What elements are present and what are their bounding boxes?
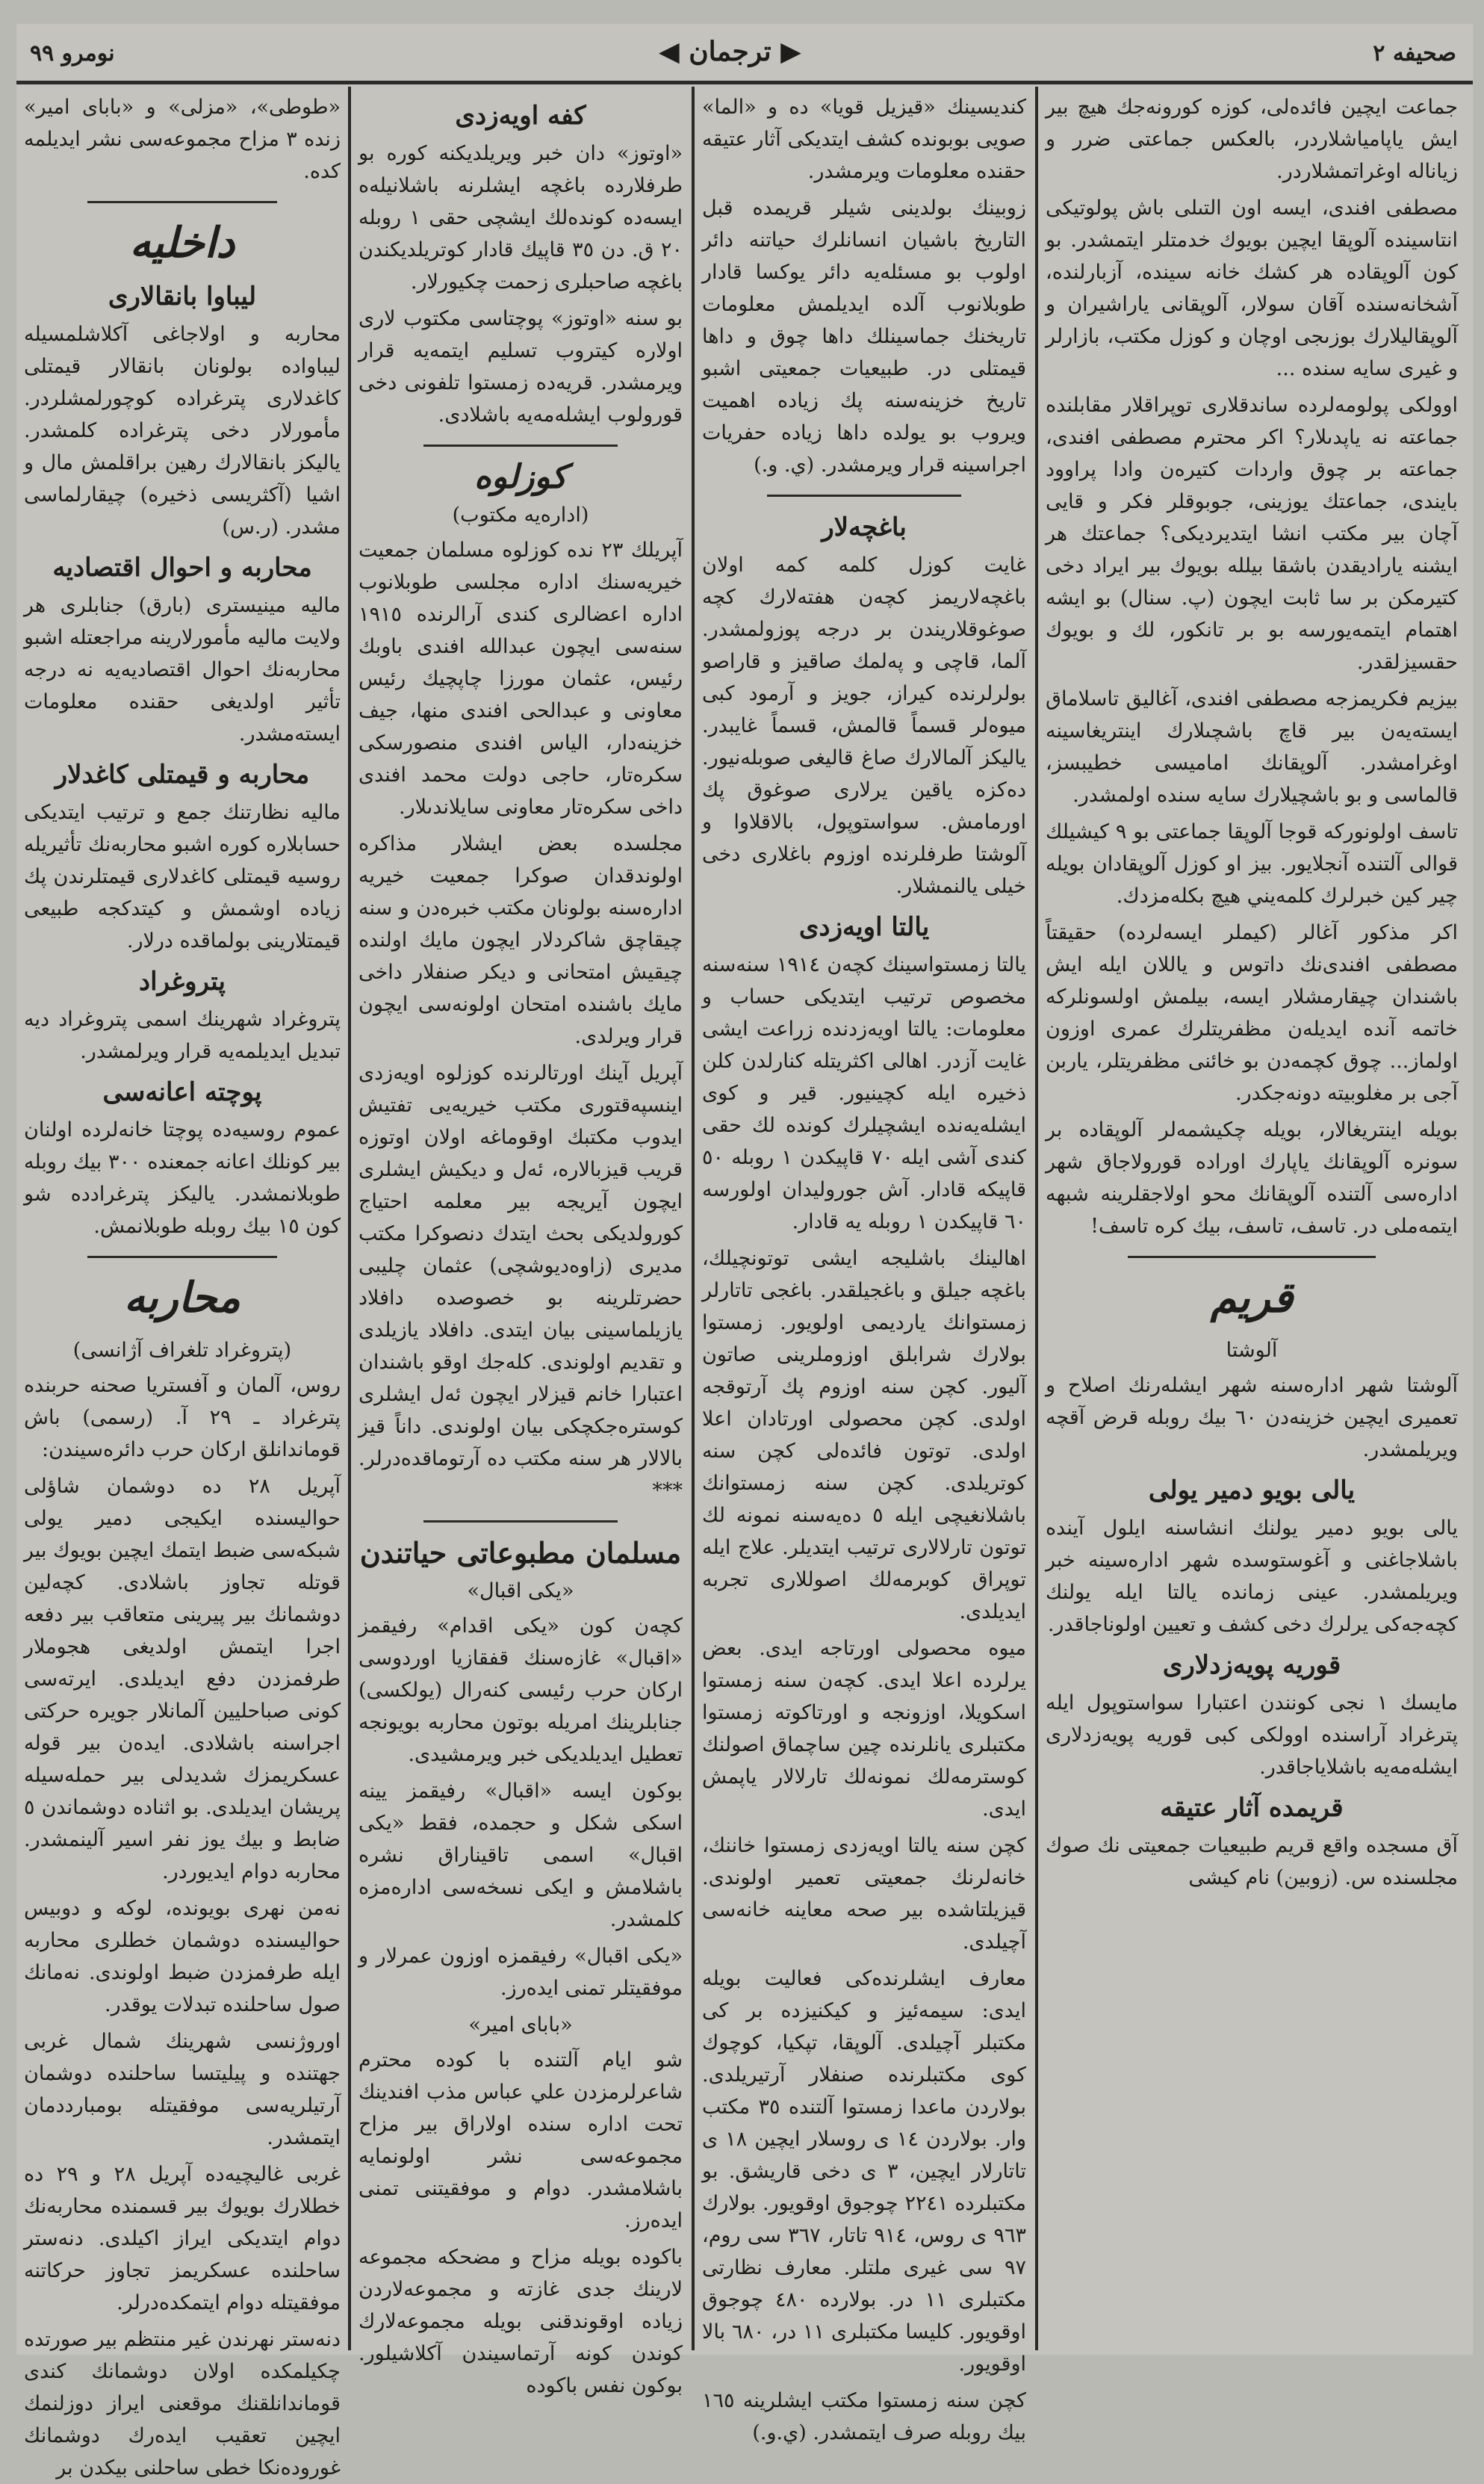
paragraph: يالتا زمستواسينك كچەن ١٩١٤ سنەسنه مخصوص ترتيب ايتديكى حساب و معلومات: يالتا اويەزدنده زراعت ايشى غايت آزدر. اهالى اكثريتله كنارلدن كلن ذخيره ايله كچينيور. قير و كوى ايشلەيەندە ايشچيلرك كونده لك حقى كندى آشى ايله ٧٠ قاپيكدن ١ روبله ٥٠ قاپيكه قادار. آش جوروليدان اولورسه ٦٠ قاپيكدن ١ روبله يه قادار. [702, 953, 1027, 1233]
paragraph: «يكى اقبال» رفيقمزه اوزون عمرلار و موفقيتلر تمنى ايدەرز. [358, 1945, 683, 2000]
paragraph: كچەن كون «يكى اقدام» رفيقمز «اقبال» غازەسنك قفقازيا اوردوسى اركان حرب رئيسى كنەرال (يولكسى) جنابلرينك امريله بوتون محاربه بويونجه تعطيل ايديلديكى خبر ويرمشيدى. [358, 1614, 683, 1766]
paragraph: «اوتوز» دان خبر ويريلديكنه كوره بو طرفلارده باغچه ايشلرنه باشلانيله‌ه ايسەده كوندەلك ايشچى حقى ١ روبله ٢٠ ق. دن ٣٥ قاپيك قادار كوتريلديكندن باغچه صاحبلرى زحمت چكيورلار. [358, 142, 683, 294]
left-arrow-icon: ◀ [659, 36, 680, 67]
subheading: محاربه و احوال اقتصاديه [52, 553, 312, 583]
paragraph: غايت كوزل كلمه كمه اولان باغچەلاريمز كچەن هفتەلارك كچه صوغوقلاريندن بر درجه پوزولمشدر. آلما، قاچى و پەلمك صاقيز و قاراصو بولرلرنده كيراز، جويز و آرمود كبى ميوەلر قسماً قالمش، قسماً غايبدر. ياليكز آلمالارك صاغ قاليغى صوبلەنيور. دەكزه ياقين يرلارى صوغوق پك اورمامش. سواستوپول، بالاقلاوا و آلوشتا طرفلرنده اوزوم باغلارى دخى خيلى يالنمشلار. [702, 554, 1026, 898]
section-divider [423, 1520, 618, 1523]
paragraph: اكر مذكور آغالر (كيملر ايسەلرده) حقيقتاً مصطفى افندى‌نك داتوس و ياللان ايله ايش باشندان چيقارمشلار ايسه، بيلمش اولسونلركه خاتمه آنده ايديلەن مظفريتلرك عمرى اوزون اولماز... چوق كچمەدن بو خائنى مظفريتلر، ياربن آجى بر مغلوبيته دونەجكدر. [1046, 921, 1458, 1105]
paragraph: عموم روسيەده پوچتا خانەلرده اولنان بير كونلك اعانه جمعنده ٣٠٠ بيك روبله طوبلانمشدر. ياليكز پترغراددە شو كون ١٥ بيك روبله طوبلانمش. [24, 1118, 341, 1238]
paragraph: آپريل آينك اورتالرنده كوزلوه اويەزدى اينسپەقتورى مكتب خيريەيى تفتيش ايدوب مكتبك اوقوماغه اولان اوتوزه قريب قيزبالارە، ئەل و ديكيش ايشلرى ايچون آيريجه بير معلمه احتياج كورولديكى بحث ايتدك دنصوكرا مكتب مديرى (زاوەديوشچى) عثمان چليبى حضرتلرينه بو خصوصده دافلاد يازيلماسينى بيان ايتدى. دافلاد يازيلدى و تقديم اولوندى. كلەجك اوقو باشندان اعتبارا خانم قيزلار ايچون ئەل ايشلرى كوسترەجكچكى بيان اولوندى. داناً قيز بالالار هر سنه مكتب ده آرتوماقدەدرلر. *** [358, 1062, 683, 1502]
newspaper-page [16, 24, 1473, 2480]
paragraph: آق مسجده واقع قريم طبيعيات جمعيتى نك صوك مجلسنده س. (زوبين) نام كيشى [1046, 1834, 1458, 1889]
subheading: قوريه پويەزدلارى [1162, 1650, 1341, 1680]
paper-name [659, 36, 801, 67]
paragraph: پتروغراد شهرينك اسمى پتروغراد ديه تبديل ايديلمەيه قرار ويرلمشدر. [24, 1008, 341, 1063]
subheading: باغچەلار [822, 512, 907, 542]
subheading: كفه اويەزدى [455, 101, 586, 131]
paragraph: غربى غاليچيەده آپريل ٢٨ و ٢٩ ده خطلارك بويوك بير قسمنده محاربه‌نك دوام ايتديكى ايراز اكيلدى. دنەستر ساحلنده عسكريمز تجاوز حركاتنه موفقيتله دوام ايتمكدەدرلر. [24, 2163, 341, 2314]
column-rule [1035, 87, 1038, 2350]
subheading: «يكى اقبال» [467, 1579, 574, 1602]
section-divider [423, 445, 618, 447]
paragraph: زوبينك بولدينى شيلر قريمده قبل التاريخ باشيان انسانلرك حياتنه دائر اولوب بو مسئلەيه دائر يوكسا قادار طوبلانوب آلده ايديلمش معلومات تاريخنك جماسينلك داها چوق و داها قيمتلى در. طبيعيات جمعيتى اشبو تاريخ خزينەسنه پك زياده اهميت ويروب بو يولده داها زياده حفريات اجراسينه قرار ويرمشدر. (ي. و.) [702, 196, 1026, 477]
paragraph: كچن سنه يالتا اويەزدى زمستوا خاننك، خانەلرنك جمعيتى تعمير اولوندى. قيزيلتاشده بير صحه معاينه خانه‌سى آچيلدى. [702, 1834, 1026, 1954]
column-rule [692, 87, 695, 2350]
section-heading-domestic: داخليه [129, 218, 235, 267]
paragraph: ميوه محصولى اورتاجه ايدى. بعض يرلرده اعلا ايدى. كچەن سنه زمستوا اسكويلا، اوزونجه و اورتاكوته زمستوا مكتبلرى يانلرنده چين ساچماق اصولنك كوسترمەلك نمونه‌لك تارلالار ياپمش ايدى. [702, 1637, 1026, 1821]
paragraph: بيزيم فكريمزجه مصطفى افندى، آغاليق تاسلاماق ايستەيەن بير قاچ باشچىلارك اينتريغاسينه اوغرامشدر. آلوپقانك اماميسى خطيبسز، قالماسى و بو باشچيلارك سايه سنده اولمشدر. [1046, 687, 1458, 807]
column-rule [348, 87, 351, 2350]
subheading: ليباوا بانقالارى [108, 282, 257, 312]
subheading: «باباى امير» [468, 2013, 573, 2037]
section-divider [767, 495, 961, 497]
subheading: (ادارەيه مكتوب) [452, 504, 589, 527]
column-4 [24, 91, 341, 2480]
subheading: كوزلوه [474, 458, 568, 496]
section-heading-war: محاربه [124, 1273, 240, 1322]
subheading: آلوشتا [1226, 1339, 1278, 1362]
paragraph: نەمن نهرى بويونده، لوكه و دوبيس حواليسنده دوشمان خطلرى محاربه ايله طرفمزدن ضبط اولوندى. نەمانك صول ساحلنده تبدلات يوقدر. [24, 1897, 341, 2016]
paragraph: محاربه و اولاجاغى آكلاشلمسيله ليباوادە بولونان بانقالار قيمتلى كاغدلارى پترغراده كوچورلمشلردر. مأمورلار دخى پترغراده كلمشدر. ياليكز بانقالارك رهين براقلمش مال و اشيا (آكثريسى ذخيره) چيقارلماسى مشدر. (ر.س) [24, 323, 341, 539]
paragraph: مايسك ١ نجى كونندن اعتبارا سواستوپول ايله پترغراد آراسنده اوولكى كبى قوريه پويەزدلارى ايشلەمەيه باشلاياجاقدر. [1046, 1691, 1458, 1779]
paragraph: مجلسده بعض ايشلار مذاكره اولوندقدان صوكرا جمعيت خيريه ادارەسنه بولونان مكتب خبرەدن و سنه چيقاچق شاكردلار ايچون مايك اولنده چيقيش امتحانى و ديكر صنفلار داخى مايك باشنده امتحان اولونەسى ايچون قرار ويرلدى. [358, 832, 683, 1048]
subheading: محاربه و قيمتلى كاغدلار [55, 760, 310, 790]
paragraph: بو سنه «اوتوز» پوچتاسى مكتوب لارى اولارە كيتروب تسليم ايتمەيه قرار ويرمشدر. قريەده زمستوا تلفونى دخى قورولوب ايشلەمەيه باشلادى. [358, 307, 683, 427]
paragraph: دنەستر نهرندن غير منتظم بير صورتده چكيلمكده اولان دوشمانك كندى قوماندانلقنك موقعنى ايراز دوزلنمك ايچين تعقيب ايدەرك دوشمانك غورودەنكا خطى ساحلنى بيكدن بر [24, 2328, 341, 2480]
paragraph: بويله اينتريغالار، بويله چكيشمەلر آلوپقاده بر سونره آلوپقانك ياپارك اوراده قورولاجاق شهر ادارەسى آلتنده آلوپقانك محو اولاجقلرينه شبهه ايتمەملى در. تاسف، تاسف، بيك كره تاسف! [1046, 1118, 1458, 1238]
section-divider [87, 201, 277, 203]
paragraph: آپريل ٢٨ ده دوشمان شاؤلى حواليسنده ايكيجى دمير يولى شبكه‌سى ضبط ايتمك ايچين بويوك بير قوتله تجاوز باشلادى. كچەلين دوشمانك بير پيرينى متعاقب بير دفعه اجرا ايتمش اولديغى هجوملار طرفمزدن دفع ايديلدى. ايرتەسى كونى صباحليين آلمانلار جويره حركتى اجراسنه باشلادى. ايدەن بير قوله عسكريمزك شديدلى بير حمله‌سيله پريشان ايديلدى. بو اثناده دوشماندن ٥ ضابط و بيك يوز نفر اسير آلينمشدر. محاربه دوام ايديوردر. [24, 1475, 341, 1883]
section-divider [87, 1256, 277, 1258]
subheading: پتروغراد [138, 967, 226, 997]
paragraph: ماليه نظارتنك جمع و ترتيب ايتديكى حسابلاره كوره اشبو محاربه‌نك تأثيريله روسيه قيمتلى كاغدلارى قيمتلرندن پك زياده اوشمش و كيتدكجه طبيعى قيمتلارينى بولماقده درلار. [24, 801, 341, 953]
paragraph: يالى بويو دمير يولنك انشاسنه ايلول آينده باشلاجاغنى و آغوستوسده شهر ادارەسينه خبر ويريلمشدر. عينى زمانده يالتا ايله يولنك كچەجەكى يرلرك دخى كشف و تعيين اولوناجاقدر. [1046, 1517, 1458, 1636]
paragraph: معارف ايشلرنده‌كى فعاليت بويله ايدى: سيمەئيز و كيكنيزده بر كى مكتبلر آچيلدى. آلوپقا، تپكيا، كوچوك كوى مكتبلرنده صنفلار آرتيريلدى. بولاردن ماعدا زمستوا آلتنده ٣٥ مكتب وار. بولاردن ١٤ ى روسلار ايچين ١٨ ى تاتارلار ايچين، ٣ ى دخى قاريشق. بو مكتبلرده ٢٢٤١ چوجوق اوقويور. بولارك ٩٦٣ ى روس، ٩١٤ تاتار، ٣٦٧ سى روم، ٩٧ سى غيرى ملتلر. معارف نظارتى مكتبلرى ١١ در. بولارده ٤٨٠ چوجوق اوقويور. كليسا مكتبلرى ١١ در، ٦٨٠ بالا اوقويور. [702, 1967, 1027, 2376]
paragraph: بوكون ايسه «اقبال» رفيقمز يينه اسكى شكل و حجمده، فقط «يكى اقبال» اسمى تاقيناراق نشره باشلامش و ايكى نسخەسى ادارەمزه كلمشدر. [358, 1780, 683, 1931]
subheading: قريمده آثار عتيقه [1160, 1793, 1344, 1823]
paragraph: شو ايام آلتنده با كوده محترم شاعرلرمزدن علي عباس مذب افندينك تحت اداره سنده اولاراق بير مزاح مجموعه‌سى نشر اولونمايه باشلامشدر. دوام و موفقيتنى تمنى ايدەرز. [358, 2048, 683, 2232]
column-1 [1046, 91, 1458, 2347]
subheading: (پتروغراد تلغراف آژانسى) [72, 1339, 292, 1362]
subheading: مسلمان مطبوعاتى حياتندن [359, 1536, 682, 1570]
paragraph: روس، آلمان و آفستريا صحنه حربنده پترغراد ـ ٢٩ آ. (رسمى) باش قوماندانلق اركان حرب دائره‌سيندن: [24, 1374, 341, 1461]
section-divider [1128, 1256, 1375, 1258]
masthead-title: ترجمان [689, 36, 772, 67]
section-heading-crimea: قريم [1210, 1273, 1294, 1322]
page-label: صحيفه ۲ [1373, 40, 1456, 66]
paragraph: كنديسينك «قيزيل قويا» ده و «الما» صويى بوبونده كشف ايتديكى آثار عتيقه حقنده معلومات ويرمشدر. [702, 96, 1026, 183]
paragraph: مصطفى افندى، ايسه اون التىلى باش پولوتيكى انتاسينده آلوپقا ايچين بويوك خدمتلر ايتمشدر. بو كون آلوپقاده هر كشك خانه سينده، آزبارلنده، آشخانەسنده آقان سولار، آلوپقانى ياراشيران و آلوپقاليلارك بوزىجى اوچان و كوزل مكتب، بازارلر و غيرى سايه سنده ... [1046, 196, 1458, 380]
paragraph: اهالينك باشليجه ايشى توتونچيلك، باغچه جيلق و باغجيلقدر. باغجى تاتارلر زمستوانك يارديمى اولويور. زمستوا بولارك شرابلق اوزوملرينى صاتون آليور. كچن سنه اوزوم پك آرتوقجه اولدى. كچن محصولى اورتادان اعلا اولدى. توتون فائدەلى كچن سنه كوتريلدى. كچن سنه زمستوانك باشلانغيچى ايله ٥ دەيەسنه نمونه لك توتون تارلالارى ترتيب ايتديلر. علاج ايله توپراق كوبرمەلك اصوللارى تجربه ايديلدى. [702, 1247, 1026, 1623]
paragraph: آپريلك ٢٣ نده كوزلوه مسلمان جمعيت خيريەسنك ادارە مجلسى طوبلانوب ادارە اعضالرى كندى آرالرنده ١٩١٥ سنەسى ايچون عبدالله افندى باوبك رئيس، عثمان مورزا چاپچيك رئيس معاونى و عبدالحى افندى منها، جيف خزينەدار، الياس افندى منصورسكى سكرەتار، حاجى دولت محمد افندى داخى سكرەتار معاونى سايلاندىلار. [358, 539, 683, 819]
paragraph: «طوطى»، «مزلى» و «باباى امير» زنده ٣ مزاح مجموعه‌سى نشر ايديلمه كده. [24, 96, 341, 183]
column-2 [702, 91, 1027, 2444]
paragraph: كچن سنه زمستوا مكتب ايشلرينه ١٦٥ بيك روبله صرف ايتمشدر. (ي.و.) [702, 2389, 1026, 2444]
paragraph: باكوده بويله مزاح و مضحكه مجموعه لارينك جدى غازته و مجموعەلاردن زياده اوقوندقنى بويله مجموعەلارك كوندن كونه آرتماسيندن آكلاشيلور. بوكون نفس باكوده [358, 2246, 683, 2397]
issue-number: نومرو ۹۹ [30, 40, 115, 66]
paragraph: ماليه مينيسترى (بارق) جنابلرى هر ولايت ماليه مأمورلارينه مراجعتله اشبو محاربه‌نك احوال اقتصاديه‌يه نه درجه تأثير اولديغى حقنده معلومات ايستەمشدر. [24, 594, 341, 746]
paragraph: اوروژنسى شهرينك شمال غربى جهتنده و پيليتسا ساحلنده دوشمان آرتيلريه‌سى موفقيتله بومبارددمان ايتمشدر. [24, 2030, 341, 2149]
subheading: پوچته اعانه‌سى [102, 1077, 262, 1107]
subheading: يالى بويو دمير يولى [1148, 1475, 1356, 1505]
header-rule [16, 81, 1473, 84]
paragraph: جماعت ايچين فائدەلى، كوزه كورونەجك هيچ بير ايش ياپامياشلاردر، بالعكس جماعتى ضرر و زياناله اوغراتمشلاردر. [1046, 96, 1458, 183]
column-3 [358, 91, 683, 2397]
paragraph: اوولكى پولومەلرده ساندقلارى توپراقلار مقابلنده جماعته نه ياپدىلار؟ اكر محترم مصطفى افندى، جماعته بر چوق واردات كتيرەن وادا پراوود بايندى، جماعتك يوزينى، جوبوقلر فكر و قايى آچان بير مكتب انشا ايتديرديكى؟ جماعتك هر ايشنه ياراديقدن باشقا بيلله بويوك بير ايراد دخى كتيرمكن بر سا ثابت ايچون (پ. سنال) بو ايشه اهتمام ايتمەيورسه بو بر تانكور، لك و بويوك حقسيزلقدر. [1046, 394, 1458, 674]
paragraph: تاسف اولونوركه قوجا آلوپقا جماعتى بو ٩ كيشيلك قوالى آلتنده آنجلايور. بيز او كوزل آلوپقادان بويله چير كين خبرلرك كلمەيني هيچ بكلەمزدك. [1046, 820, 1458, 908]
subheading: يالتا اويەزدى [798, 912, 930, 942]
paragraph: آلوشتا شهر ادارەسنه شهر ايشلەرنك اصلاح و تعميرى ايچين خزينەدن ٦٠ بيك روبله قرض آقچه ويريلمشدر. [1046, 1374, 1458, 1461]
right-arrow-icon: ▶ [780, 36, 801, 67]
